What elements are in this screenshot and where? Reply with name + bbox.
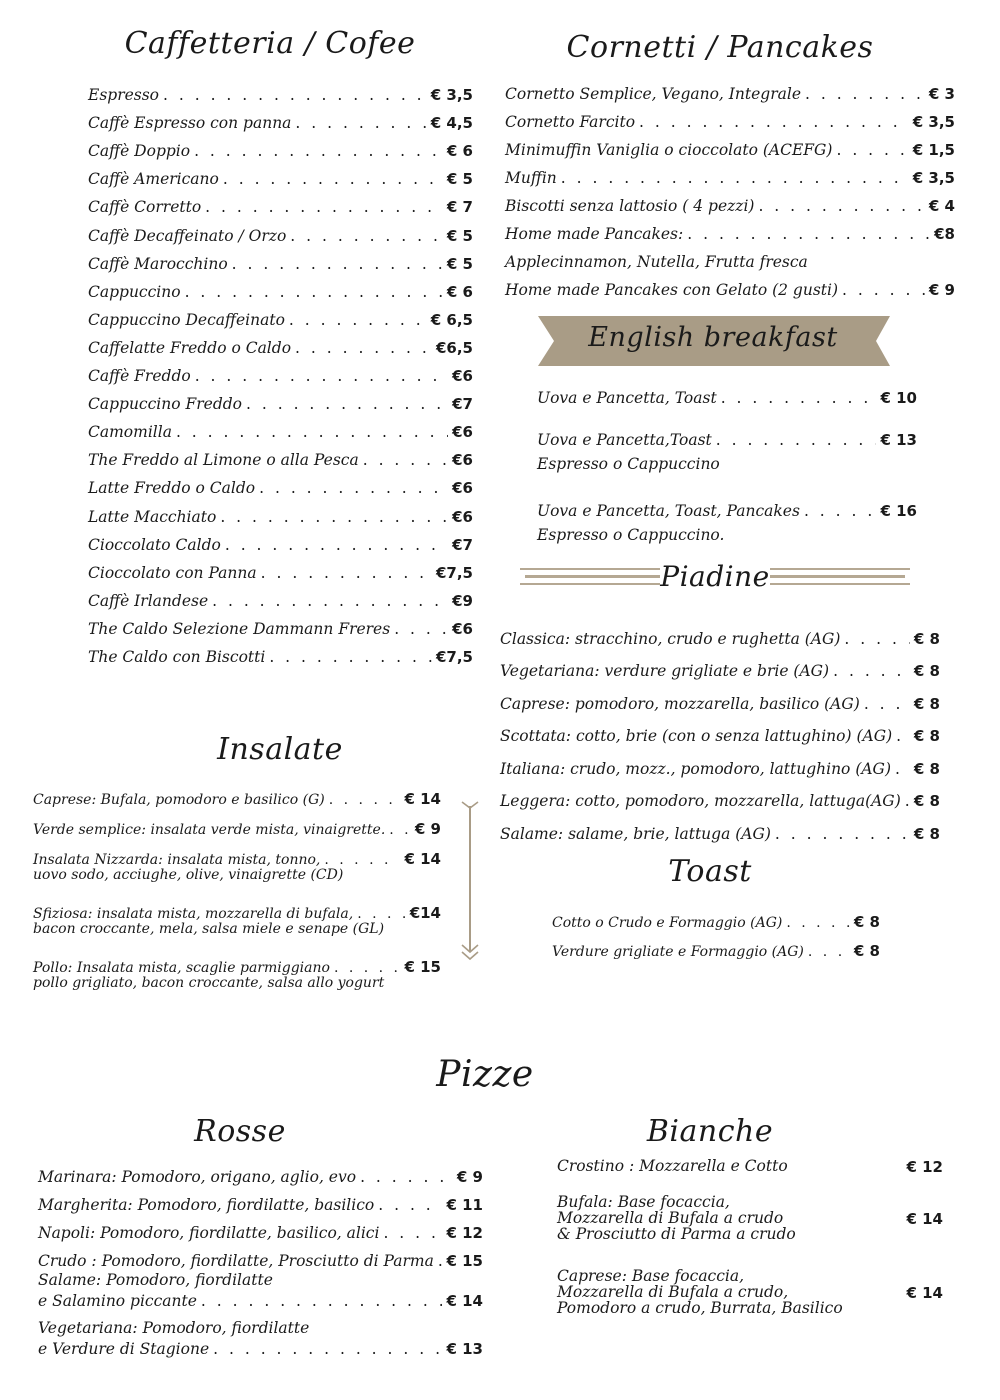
menu-item bbox=[500, 745, 940, 778]
item-price: €7 bbox=[452, 535, 473, 554]
item-price: € 8 bbox=[913, 727, 940, 745]
item-price: € 14 bbox=[906, 1284, 943, 1302]
item-price: €6 bbox=[452, 367, 473, 386]
item-price: € 8 bbox=[853, 913, 880, 931]
item-line: Mozzarella di Bufala a crudo, bbox=[557, 1283, 789, 1301]
item-name: Crudo : Pomodoro, fiordilatte, Prosciutto di Parma bbox=[38, 1252, 434, 1270]
leader-dots bbox=[805, 85, 925, 103]
menu-item bbox=[552, 902, 880, 931]
item-name: Napoli: Pomodoro, fiordilatte, basilico, alici bbox=[38, 1224, 380, 1242]
menu-item bbox=[505, 187, 955, 215]
leader-dots bbox=[394, 620, 448, 638]
toast-list bbox=[552, 902, 880, 960]
leader-dots bbox=[905, 792, 910, 810]
item-price: € 8 bbox=[853, 942, 880, 960]
item-name: Vegetariana: Pomodoro, fiordilatte bbox=[38, 1319, 310, 1337]
item-price: € 8 bbox=[913, 694, 940, 713]
leader-dots bbox=[383, 1224, 442, 1242]
toast-title: Toast bbox=[668, 854, 752, 889]
item-name: Caffelatte Freddo o Caldo bbox=[88, 338, 292, 357]
menu-item bbox=[505, 159, 955, 187]
leader-dots bbox=[438, 1252, 443, 1270]
cornetti-title: Cornetti / Pancakes bbox=[566, 30, 874, 65]
menu-item bbox=[88, 216, 473, 244]
pancake-note: Applecinnamon, Nutella, Frutta fresca bbox=[505, 253, 808, 271]
item-sub: e Verdure di Stagione bbox=[38, 1340, 210, 1358]
leader-dots bbox=[213, 1340, 442, 1358]
menu-item bbox=[88, 160, 473, 188]
leader-dots bbox=[721, 389, 877, 407]
menu-item bbox=[88, 245, 473, 273]
item-price: €9 bbox=[452, 591, 473, 610]
item-name: Salame: Pomodoro, fiordilatte bbox=[38, 1271, 273, 1289]
item-price: € 3,5 bbox=[430, 86, 473, 105]
leader-dots bbox=[290, 227, 443, 245]
item-price: €6 bbox=[452, 479, 473, 498]
item-name: Caffè Decaffeinato / Orzo bbox=[88, 226, 287, 245]
item-name: Home made Pancakes: bbox=[505, 225, 684, 243]
menu-item bbox=[88, 469, 473, 497]
menu-item bbox=[38, 1158, 483, 1186]
item-name: Cioccolato con Panna bbox=[88, 563, 257, 582]
item-price: € 16 bbox=[880, 502, 917, 520]
item-name: Cappuccino Decaffeinato bbox=[88, 310, 285, 329]
leader-dots bbox=[687, 225, 930, 243]
item-sub: e Salamino piccante bbox=[38, 1292, 197, 1310]
menu-item bbox=[33, 902, 441, 922]
leader-dots bbox=[212, 592, 448, 610]
item-sub: Espresso o Cappuccino. bbox=[537, 526, 725, 544]
item-price: €6 bbox=[452, 507, 473, 526]
item-line: Pomodoro a crudo, Burrata, Basilico bbox=[557, 1299, 843, 1317]
leader-dots bbox=[185, 283, 443, 301]
item-price: €7,5 bbox=[435, 563, 473, 582]
item-name: Biscotti senza lattosio ( 4 pezzi) bbox=[505, 197, 755, 215]
item-name: Caffè Americano bbox=[88, 170, 219, 189]
menu-item bbox=[88, 554, 473, 582]
item-price: € 3 bbox=[928, 85, 955, 103]
item-price: € 4 bbox=[928, 197, 955, 215]
item-price: € 8 bbox=[913, 792, 940, 810]
menu-item bbox=[88, 301, 473, 329]
item-line: Caprese: Base focaccia, bbox=[557, 1267, 745, 1285]
item-price: €6 bbox=[452, 619, 473, 638]
item-price: € 1,5 bbox=[912, 141, 955, 159]
item-price: € 14 bbox=[446, 1292, 483, 1310]
item-price: € 14 bbox=[906, 1210, 943, 1228]
menu-item bbox=[88, 132, 473, 160]
menu-item bbox=[88, 329, 473, 357]
item-name: Cornetto Semplice, Vegano, Integrale bbox=[505, 85, 801, 103]
item-price: € 8 bbox=[913, 759, 940, 778]
item-name: Caffè Doppio bbox=[88, 142, 191, 161]
item-line: Crostino : Mozzarella e Cotto bbox=[557, 1157, 788, 1175]
piadine-list bbox=[500, 615, 940, 843]
coffee-list bbox=[88, 76, 473, 666]
leader-dots bbox=[223, 170, 443, 188]
item-sub: pollo grigliato, bacon croccante, salsa allo yogurt bbox=[33, 975, 385, 991]
item-price: € 10 bbox=[880, 389, 917, 407]
menu-item bbox=[88, 188, 473, 216]
leader-dots bbox=[786, 915, 850, 931]
item-price: € 8 bbox=[913, 662, 940, 680]
item-price: €6,5 bbox=[435, 338, 473, 357]
item-name: Caffè Corretto bbox=[88, 198, 202, 217]
leader-dots bbox=[225, 536, 448, 554]
item-price: € 3,5 bbox=[912, 169, 955, 187]
item-line: Bufala: Base focaccia, bbox=[557, 1193, 730, 1211]
salad-item bbox=[33, 956, 441, 1010]
item-name: Minimuffin Vaniglia o cioccolato (ACEFG) bbox=[505, 141, 833, 159]
item-name: Cappuccino Freddo bbox=[88, 395, 243, 414]
menu-item bbox=[33, 848, 441, 868]
menu-item bbox=[537, 498, 917, 520]
menu-item bbox=[88, 273, 473, 301]
menu-item bbox=[505, 215, 955, 243]
salad-item bbox=[33, 788, 441, 818]
leader-dots bbox=[163, 86, 427, 104]
bianche-title: Bianche bbox=[646, 1114, 774, 1149]
item-name: Muffin bbox=[505, 169, 557, 187]
leader-dots bbox=[334, 960, 401, 976]
pizza-item bbox=[557, 1268, 943, 1328]
item-name: Camomilla bbox=[88, 423, 172, 442]
menu-item bbox=[88, 610, 473, 638]
menu-item bbox=[38, 1242, 483, 1270]
leader-dots bbox=[232, 255, 443, 273]
breakfast-item bbox=[537, 498, 917, 569]
item-name: Uova e Pancetta, Toast, Pancakes bbox=[537, 502, 800, 520]
item-price: € 8 bbox=[913, 629, 940, 648]
item-price: € 8 bbox=[913, 824, 940, 843]
bianche-list bbox=[557, 1158, 943, 1328]
item-name: Scottata: cotto, brie (con o senza lattughino) (AG) bbox=[500, 727, 893, 745]
menu-item bbox=[33, 956, 441, 976]
item-name: The Freddo al Limone o alla Pesca bbox=[88, 451, 359, 470]
item-price: € 11 bbox=[446, 1196, 483, 1214]
leader-dots bbox=[295, 339, 432, 357]
leader-dots bbox=[246, 395, 448, 413]
leader-dots bbox=[842, 281, 925, 299]
pizze-title: Pizze bbox=[436, 1054, 534, 1095]
leader-dots bbox=[205, 198, 443, 216]
item-name: Verdure grigliate e Formaggio (AG) bbox=[552, 944, 804, 960]
item-name: Leggera: cotto, pomodoro, mozzarella, lattuga(AG) bbox=[500, 792, 901, 810]
item-price: € 6,5 bbox=[430, 310, 473, 329]
pizza-item bbox=[38, 1270, 483, 1318]
item-price: €14 bbox=[409, 904, 441, 922]
item-name: Cioccolato Caldo bbox=[88, 535, 221, 554]
item-price: € 6 bbox=[446, 282, 473, 301]
item-name: Uova e Pancetta, Toast bbox=[537, 389, 717, 407]
item-price: € 14 bbox=[404, 790, 441, 808]
leader-dots bbox=[833, 662, 910, 680]
item-sub: bacon croccante, mela, salsa miele e senape (GL) bbox=[33, 921, 385, 937]
item-name: Marinara: Pomodoro, origano, aglio, evo bbox=[38, 1168, 357, 1186]
pizza-item bbox=[557, 1158, 943, 1194]
item-price: €8 bbox=[934, 225, 955, 243]
item-name: Caffè Irlandese bbox=[88, 591, 209, 610]
menu-item bbox=[88, 582, 473, 610]
menu-item bbox=[88, 497, 473, 525]
menu-item bbox=[500, 615, 940, 648]
leader-dots bbox=[289, 311, 427, 329]
menu-item bbox=[88, 357, 473, 385]
rosse-title: Rosse bbox=[194, 1114, 286, 1149]
menu-item bbox=[88, 385, 473, 413]
menu-item bbox=[38, 1186, 483, 1214]
cornetti-list bbox=[505, 75, 955, 299]
insalate-title: Insalate bbox=[217, 732, 343, 767]
item-price: € 5 bbox=[446, 254, 473, 273]
item-line: Mozzarella di Bufala a crudo bbox=[557, 1209, 784, 1227]
item-price: €6 bbox=[452, 423, 473, 442]
item-price: € 3,5 bbox=[912, 113, 955, 131]
menu-item bbox=[33, 788, 441, 808]
leader-dots bbox=[220, 508, 448, 526]
pizza-item bbox=[38, 1318, 483, 1366]
leader-dots bbox=[804, 502, 877, 520]
item-name: Cotto o Crudo e Formaggio (AG) bbox=[552, 915, 783, 931]
item-name: Cornetto Farcito bbox=[505, 113, 636, 131]
menu-item bbox=[38, 1214, 483, 1242]
leader-dots bbox=[357, 906, 405, 922]
item-name: Latte Freddo o Caldo bbox=[88, 479, 256, 498]
item-price: € 9 bbox=[414, 820, 441, 838]
item-name: Verde semplice: insalata verde mista, vinaigrette. bbox=[33, 822, 386, 838]
item-price: € 13 bbox=[446, 1340, 483, 1358]
leader-dots bbox=[758, 197, 924, 215]
item-price: € 6 bbox=[446, 142, 473, 161]
insalate-list bbox=[33, 788, 441, 1010]
leader-dots bbox=[259, 479, 448, 497]
item-price: € 9 bbox=[928, 281, 955, 299]
item-name: Insalata Nizzarda: insalata mista, tonno, bbox=[33, 852, 321, 868]
salad-item bbox=[33, 818, 441, 848]
item-sub: Espresso o Cappuccino bbox=[537, 455, 720, 473]
leader-dots bbox=[324, 852, 400, 868]
piadine-title: Piadine bbox=[660, 560, 770, 593]
menu-item bbox=[88, 104, 473, 132]
menu-item bbox=[38, 1288, 483, 1310]
pizza-item bbox=[557, 1194, 943, 1268]
item-price: € 14 bbox=[404, 850, 441, 868]
breakfast-item bbox=[537, 427, 917, 498]
item-price: € 12 bbox=[906, 1158, 943, 1176]
leader-dots bbox=[201, 1292, 443, 1310]
menu-item bbox=[88, 413, 473, 441]
leader-dots bbox=[269, 648, 432, 666]
item-price: € 5 bbox=[446, 170, 473, 189]
item-price: €7,5 bbox=[435, 647, 473, 666]
breakfast-list bbox=[537, 385, 917, 569]
leader-dots bbox=[194, 142, 443, 160]
item-name: Italiana: crudo, mozz., pomodoro, lattughino (AG) bbox=[500, 759, 891, 778]
item-name: Espresso bbox=[88, 86, 160, 105]
menu-item bbox=[505, 103, 955, 131]
item-price: €6 bbox=[452, 451, 473, 470]
arrow-divider-icon bbox=[456, 800, 484, 965]
leader-dots bbox=[808, 944, 850, 960]
menu-item bbox=[505, 75, 955, 103]
item-price: € 15 bbox=[446, 1252, 483, 1270]
menu-item bbox=[537, 385, 917, 407]
leader-dots bbox=[844, 630, 909, 648]
item-name: Caffè Marocchino bbox=[88, 254, 228, 273]
item-name: Caffè Espresso con panna bbox=[88, 114, 292, 133]
leader-dots bbox=[329, 792, 401, 808]
item-price: €7 bbox=[452, 395, 473, 414]
item-name: Caprese: Bufala, pomodoro e basilico (G) bbox=[33, 792, 325, 808]
item-name: Cappuccino bbox=[88, 282, 181, 301]
item-price: € 13 bbox=[880, 431, 917, 449]
item-name: Home made Pancakes con Gelato (2 gusti) bbox=[505, 281, 839, 299]
item-line: & Prosciutto di Parma a crudo bbox=[557, 1225, 796, 1243]
leader-dots bbox=[363, 451, 448, 469]
item-name: Salame: salame, brie, lattuga (AG) bbox=[500, 824, 771, 843]
item-name: Latte Macchiato bbox=[88, 507, 217, 526]
menu-item bbox=[88, 638, 473, 666]
leader-dots bbox=[360, 1168, 453, 1186]
rosse-list bbox=[38, 1158, 483, 1366]
leader-dots bbox=[261, 564, 432, 582]
item-price: € 7 bbox=[446, 198, 473, 217]
menu-item bbox=[88, 441, 473, 469]
item-name: Margherita: Pomodoro, fiordilatte, basilico bbox=[38, 1196, 375, 1214]
leader-dots bbox=[775, 825, 910, 843]
leader-dots bbox=[195, 367, 448, 385]
breakfast-item bbox=[537, 385, 917, 427]
item-name: The Caldo con Biscotti bbox=[88, 647, 266, 666]
item-name: Vegetariana: verdure grigliate e brie (AG) bbox=[500, 662, 830, 680]
item-price: € 12 bbox=[446, 1224, 483, 1242]
item-name: Pollo: Insalata mista, scaglie parmiggiano bbox=[33, 960, 330, 976]
salad-item bbox=[33, 848, 441, 902]
leader-dots bbox=[561, 169, 909, 187]
leader-dots bbox=[176, 423, 448, 441]
item-name: The Caldo Selezione Dammann Freres bbox=[88, 619, 391, 638]
item-price: € 9 bbox=[456, 1168, 483, 1186]
item-price: € 15 bbox=[404, 958, 441, 976]
item-name: Uova e Pancetta,Toast bbox=[537, 431, 712, 449]
leader-dots bbox=[639, 113, 909, 131]
leader-dots bbox=[896, 727, 910, 745]
menu-item bbox=[500, 680, 940, 713]
menu-item bbox=[500, 713, 940, 746]
menu-item bbox=[552, 931, 880, 960]
menu-item bbox=[38, 1336, 483, 1358]
item-name: Classica: stracchino, crudo e rughetta (AG) bbox=[500, 629, 841, 648]
menu-item bbox=[88, 526, 473, 554]
coffee-title: Caffetteria / Cofee bbox=[124, 26, 416, 61]
menu-item bbox=[33, 818, 441, 838]
menu-item bbox=[500, 778, 940, 811]
breakfast-title: English breakfast bbox=[588, 322, 838, 353]
item-name: Sfiziosa: insalata mista, mozzarella di bufala, bbox=[33, 906, 354, 922]
menu-item bbox=[537, 427, 917, 449]
leader-dots bbox=[836, 141, 908, 159]
item-price: € 4,5 bbox=[430, 114, 473, 133]
leader-dots bbox=[389, 822, 411, 838]
menu-item bbox=[500, 810, 940, 843]
item-name: Caffè Freddo bbox=[88, 367, 191, 386]
leader-dots bbox=[295, 114, 426, 132]
menu-item bbox=[505, 271, 955, 299]
menu-item bbox=[88, 76, 473, 104]
salad-item bbox=[33, 902, 441, 956]
item-sub: uovo sodo, acciughe, olive, vinaigrette (CD) bbox=[33, 867, 344, 883]
item-price: € 5 bbox=[446, 226, 473, 245]
leader-dots bbox=[716, 431, 877, 449]
leader-dots bbox=[378, 1196, 442, 1214]
menu-item bbox=[505, 131, 955, 159]
item-name: Caprese: pomodoro, mozzarella, basilico (AG) bbox=[500, 694, 860, 713]
menu-item bbox=[500, 648, 940, 681]
leader-dots bbox=[864, 695, 910, 713]
leader-dots bbox=[895, 760, 910, 778]
